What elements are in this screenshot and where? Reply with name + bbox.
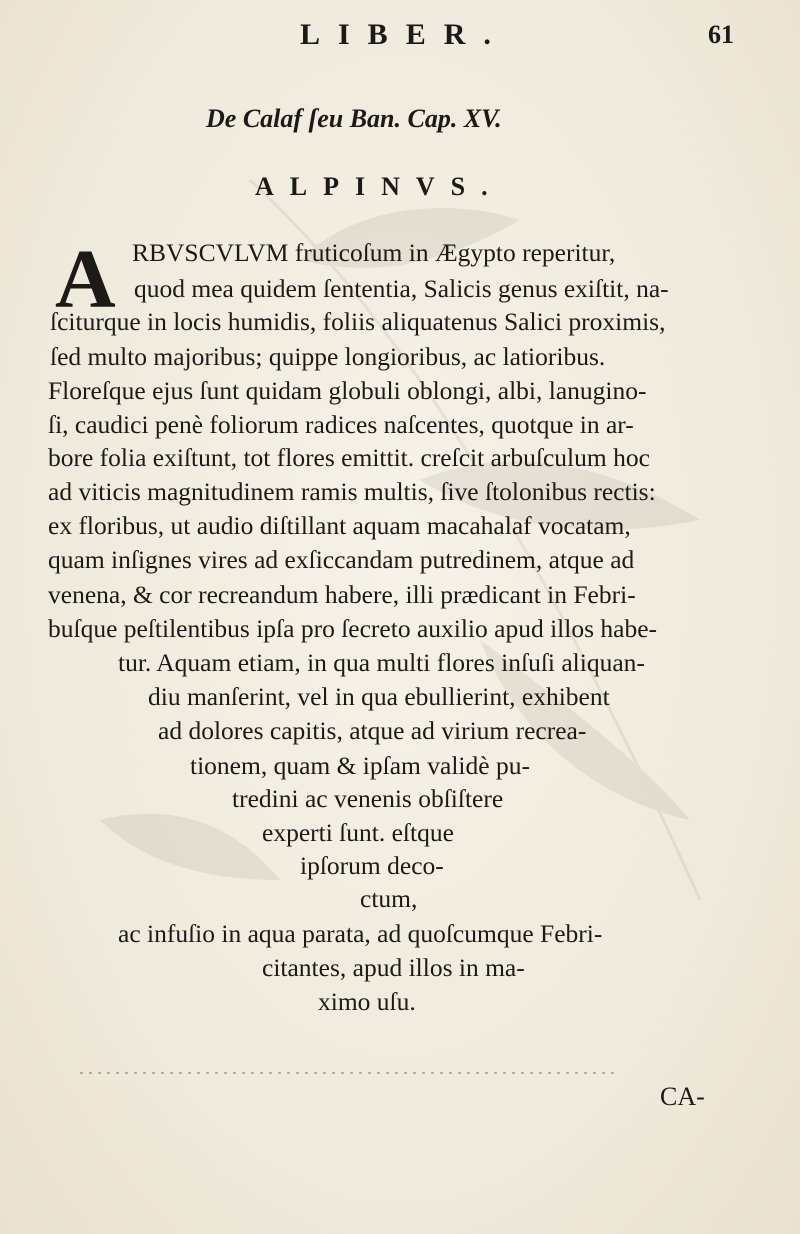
printer-smudge-line [80, 1068, 620, 1078]
page-number: 61 [708, 20, 734, 49]
text-line: citantes, apud illos in ma- [262, 953, 525, 982]
text-line: Floreſque ejus ſunt quidam globuli oblongi, albi, lanugino- [48, 376, 647, 405]
text-line: ctum, [360, 884, 418, 913]
author-heading: ALPINVS. [255, 172, 504, 201]
text-line: ex floribus, ut audio diſtillant aquam macahalaf vocatam, [48, 511, 631, 540]
drop-cap: A [55, 233, 116, 326]
text-line: quam inſignes vires ad exſiccandam putredinem, atque ad [48, 545, 635, 574]
text-line: venena, & cor recreandum habere, illi prædicant in Febri- [48, 580, 636, 609]
text-line: tionem, quam & ipſam validè pu- [190, 751, 530, 780]
text-line: ximo uſu. [318, 987, 416, 1016]
text-line: ſi, caudici penè foliorum radices naſcentes, quotque in ar- [48, 410, 634, 439]
text-line: ſciturque in locis humidis, foliis aliquatenus Salici proximis, [50, 307, 666, 336]
text-line: ad viticis magnitudinem ramis multis, ſive ſtolonibus rectis: [48, 477, 656, 506]
text-line: ipſorum deco- [300, 851, 444, 880]
catchword: CA- [660, 1082, 705, 1111]
text-line: RBVSCVLVM fruticoſum in Ægypto reperitur, [132, 238, 616, 267]
text-line: tredini ac venenis obſiſtere [232, 784, 504, 813]
text-line: diu manſerint, vel in qua ebullierint, exhibent [148, 682, 610, 711]
text-line: tur. Aquam etiam, in qua multi flores inſuſi aliquan- [118, 648, 645, 677]
text-line: quod mea quidem ſententia, Salicis genus exiſtit, na- [134, 274, 669, 303]
text-line: experti ſunt. eſtque [262, 818, 454, 847]
text-line: ſed multo majoribus; quippe longioribus, ac latioribus. [50, 342, 606, 371]
running-head: LIBER. [300, 18, 509, 51]
text-line: buſque peſtilentibus ipſa pro ſecreto auxilio apud illos habe- [48, 614, 658, 643]
text-line: ad dolores capitis, atque ad virium recrea- [158, 716, 587, 745]
text-line: bore folia exiſtunt, tot flores emittit. creſcit arbuſculum hoc [48, 443, 650, 472]
chapter-title: De Calaf ſeu Ban. Cap. XV. [206, 104, 502, 133]
text-line: ac infuſio in aqua parata, ad quoſcumque Febri- [118, 919, 603, 948]
